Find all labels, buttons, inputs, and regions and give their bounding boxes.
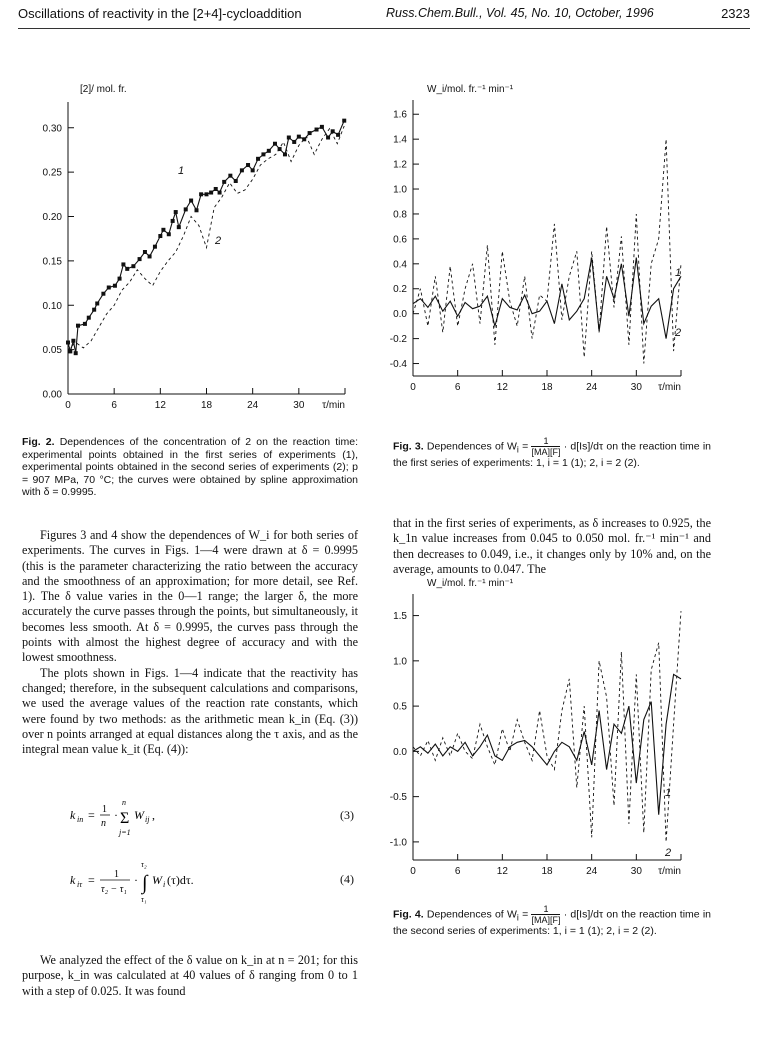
series-1-point xyxy=(342,119,346,123)
series-1-point xyxy=(153,245,157,249)
series-1-point xyxy=(158,234,162,238)
y-tick-label: 0.2 xyxy=(393,284,407,296)
svg-text:,: , xyxy=(152,808,155,822)
paragraph-3: We analyzed the effect of the δ value on k_in at n = 201; for this purpose, k_in was calculated at 40 values of δ ranging from 0 to 1 with a step of 0.025. It was found xyxy=(22,953,358,998)
y-tick-label: 0.00 xyxy=(42,389,62,401)
x-tick-label: 18 xyxy=(541,382,553,393)
svg-text:i: i xyxy=(163,880,166,889)
series-1-point xyxy=(68,349,72,353)
x-tick-label: 24 xyxy=(247,400,259,411)
series-1-point xyxy=(308,131,312,135)
figure-4-plot xyxy=(383,580,713,898)
y-tick-label: 1.5 xyxy=(393,611,407,623)
curve-label-1: 1 xyxy=(675,267,682,279)
x-tick-label: 6 xyxy=(454,382,461,393)
y-tick-label: -0.4 xyxy=(389,359,407,371)
series-1-point xyxy=(171,219,175,223)
series-1-point xyxy=(184,207,188,211)
series-1-point xyxy=(209,191,213,195)
paragraph-2: The plots shown in Figs. 1—4 indicate that the reactivity has changed; therefore, in the subsequent calculations and comparisons, we used the average values of the reaction rate constants, which were found by two methods: as the arithmetic mean k_in (Eq. (3)) over n points arranged at equal distances along the τ axis, and as the integral mean value k_it (Eq. (4)): xyxy=(22,665,358,757)
series-1-point xyxy=(214,187,218,191)
x-tick-label: 24 xyxy=(586,382,598,393)
right-paragraph: that in the first series of experiments, as δ increases to 0.925, the k_1n value increases from 0.045 to 0.050 mol. fr.⁻¹ min⁻¹ and then decreases to 0.049, i.e., it changes only by 10% and, on the average, amounts to 0.047. The xyxy=(393,516,711,576)
y-tick-label: 0.0 xyxy=(393,309,407,321)
y-tick-label: 1.6 xyxy=(393,109,407,121)
right-column-text xyxy=(393,516,711,577)
svg-text:k: k xyxy=(70,873,76,887)
figure-3-caption-pre: Dependences of W xyxy=(426,440,517,453)
y-tick-label: 0.20 xyxy=(42,212,62,223)
series-1-point xyxy=(240,168,244,172)
series-2-line xyxy=(413,139,681,363)
series-1-point xyxy=(95,301,99,305)
y-axis-label: W_i/mol. fr.⁻¹ min⁻¹ xyxy=(427,578,514,589)
x-tick-label: 6 xyxy=(454,866,461,877)
series-1-point xyxy=(292,140,296,144)
y-tick-label: 0.6 xyxy=(393,234,407,246)
y-tick-label: 0.5 xyxy=(393,701,407,713)
figure-3-caption-post: on the reaction time in the first series of experiments: 1, i = 1 (1); 2, i = 2 (2). xyxy=(393,440,712,469)
figure-4-caption-label: Fig. 4. xyxy=(393,908,424,921)
series-1-point xyxy=(131,264,135,268)
series-1-point xyxy=(234,179,238,183)
x-tick-label: 0 xyxy=(410,866,416,877)
series-1-point xyxy=(167,232,171,236)
figure-2-caption xyxy=(22,436,358,499)
x-tick-label: 0 xyxy=(65,400,71,411)
series-1-point xyxy=(118,277,122,281)
x-tick-label: 12 xyxy=(154,400,166,411)
series-1-point xyxy=(92,308,96,312)
equation-3-number: (3) xyxy=(340,808,354,822)
figure-4 xyxy=(383,580,713,898)
curve-label-2: 2 xyxy=(215,235,222,247)
y-tick-label: 0.05 xyxy=(42,345,62,357)
figure-3-caption: Fig. 3. Dependences of $W_i$ = $\frac{1}{[MA][F]}$ · d[Is]/dτ on the reaction time in the first series of experiments: 1, i = 1 (1); 2, i = 2 (2). xyxy=(393,436,712,469)
x-axis-label: τ/min xyxy=(658,382,681,393)
series-1-point xyxy=(315,128,319,132)
y-tick-label: 0.8 xyxy=(393,209,407,221)
figure-2-caption-label: Fig. 2. xyxy=(22,436,55,448)
x-tick-label: 24 xyxy=(586,866,598,877)
y-axis-label: [2]/ mol. fr. xyxy=(80,84,127,95)
x-tick-label: 18 xyxy=(541,866,553,877)
svg-text:·: · xyxy=(114,808,118,822)
series-1-point xyxy=(66,341,70,345)
series-1-point xyxy=(76,324,80,328)
y-tick-label: 1.2 xyxy=(393,159,407,171)
header-citation: Russ.Chem.Bull., Vol. 45, No. 10, October, 1996 xyxy=(386,6,654,20)
series-2-line xyxy=(68,126,344,350)
equation-3 xyxy=(70,797,210,843)
svg-text:(τ)dτ.: (τ)dτ. xyxy=(167,873,194,887)
y-tick-label: -1.0 xyxy=(389,837,407,849)
svg-text:1: 1 xyxy=(102,804,107,815)
svg-text:∫: ∫ xyxy=(142,872,148,894)
x-axis-label: τ/min xyxy=(322,400,345,411)
series-1-point xyxy=(273,142,277,146)
x-tick-label: 18 xyxy=(200,400,213,411)
series-1-point xyxy=(261,152,265,156)
running-header xyxy=(18,4,750,29)
series-1-point xyxy=(336,133,340,137)
y-tick-label: -0.5 xyxy=(389,792,407,804)
x-tick-label: 30 xyxy=(630,382,642,393)
series-1-point xyxy=(74,351,78,355)
series-1-point xyxy=(87,316,91,320)
page-number: 2323 xyxy=(721,6,750,21)
series-1-point xyxy=(107,286,111,290)
y-tick-label: 0.15 xyxy=(42,256,62,268)
series-1-point xyxy=(267,149,271,153)
svg-text:W: W xyxy=(152,873,162,887)
svg-text:k: k xyxy=(70,808,76,822)
svg-text:1: 1 xyxy=(114,869,119,880)
series-1-point xyxy=(287,136,291,140)
y-tick-label: 0.0 xyxy=(393,746,407,758)
svg-text:=: = xyxy=(88,873,95,887)
series-1-point xyxy=(222,180,226,184)
series-1-point xyxy=(125,267,129,271)
series-1-point xyxy=(246,163,250,167)
figure-2-plot xyxy=(10,82,355,422)
svg-text:in: in xyxy=(77,815,84,824)
y-tick-label: 0.10 xyxy=(42,300,62,312)
curve-label-2: 2 xyxy=(665,847,672,859)
y-tick-label: 1.0 xyxy=(393,184,407,196)
svg-text:τ₂ − τ₁: τ₂ − τ₁ xyxy=(101,884,127,895)
series-1-point xyxy=(205,192,209,196)
series-1-point xyxy=(297,135,301,139)
y-axis-label: W_i/mol. fr.⁻¹ min⁻¹ xyxy=(427,84,514,95)
svg-text:W: W xyxy=(134,808,144,822)
svg-text:τ₁: τ₁ xyxy=(141,895,147,904)
series-1-point xyxy=(101,292,105,296)
x-tick-label: 6 xyxy=(111,400,117,411)
series-1-point xyxy=(148,254,152,258)
curve-label-1: 1 xyxy=(178,165,185,177)
series-1-point xyxy=(326,136,330,140)
left-column-text xyxy=(22,528,358,757)
figure-4-caption: Fig. 4. Dependences of $W_i$ = $\frac{1}{[MA][F]}$ · d[Is]/dτ on the reaction time in the second series of experiments: 1, i = 1 (1); 2, i = 2 (2). xyxy=(393,904,712,937)
svg-text:Σ: Σ xyxy=(120,810,130,827)
svg-text:τ₂: τ₂ xyxy=(141,860,147,869)
svg-text:n: n xyxy=(122,798,126,807)
figure-4-caption-post: on the reaction time in the second series of experiments: 1, i = 1 (1); 2, i = 2 (2). xyxy=(393,908,712,937)
paragraph-1: Figures 3 and 4 show the dependences of W_i for both series of experiments. The curves in Figs. 1—4 were drawn at δ = 0.9995 (this is the parameter characterizing the ratio between the accuracy and the smoothness of an approximation; for more detail, see Ref. 1). The δ value varies in the 0—1 range; the larger δ, the more accurately the curve passes through the points, but simultaneously, it becomes less smooth. At δ = 0.9995, the curves pass through the points with almost the highest degree of accuracy and with the lowest smoothness. xyxy=(22,528,358,665)
series-1-point xyxy=(113,284,117,288)
series-1-point xyxy=(71,339,75,343)
x-tick-label: 0 xyxy=(410,382,416,393)
series-1-point xyxy=(228,174,232,178)
svg-text:·: · xyxy=(134,873,138,887)
y-tick-label: 1.0 xyxy=(393,656,407,668)
series-1-point xyxy=(218,191,222,195)
svg-text:ij: ij xyxy=(145,815,150,824)
series-1-point xyxy=(121,262,125,266)
series-1-point xyxy=(174,210,178,214)
series-1-point xyxy=(251,168,255,172)
svg-text:j=1: j=1 xyxy=(119,828,131,837)
y-tick-label: 0.4 xyxy=(393,259,407,271)
series-1-line xyxy=(413,674,681,814)
x-tick-label: 12 xyxy=(496,866,508,877)
y-tick-label: 0.30 xyxy=(42,123,62,135)
curve-label-1: 1 xyxy=(665,787,672,799)
series-1-point xyxy=(283,152,287,156)
figure-2 xyxy=(10,82,355,422)
y-tick-label: 0.25 xyxy=(42,167,62,179)
series-1-point xyxy=(194,208,198,212)
series-2-line xyxy=(413,611,681,842)
svg-text:=: = xyxy=(88,808,95,822)
svg-text:n: n xyxy=(101,818,106,829)
series-1-point xyxy=(189,199,193,203)
series-1-point xyxy=(199,192,203,196)
x-axis-label: τ/min xyxy=(658,866,681,877)
x-tick-label: 12 xyxy=(496,382,508,393)
series-1-point xyxy=(138,257,142,261)
equation-4 xyxy=(70,858,230,908)
figure-2-caption-text: Dependences of the concentration of 2 on the reaction time: experimental points obtained in the first series of experiments (1), experimental points obtained in the second series of experiments (2); p = 907 MPa, 70 °C; the curves were obtained by spline approximation with δ = 0.9995. xyxy=(22,436,358,498)
equation-4-number: (4) xyxy=(340,872,354,886)
series-1-point xyxy=(177,225,181,229)
series-1-point xyxy=(143,250,147,254)
x-tick-label: 30 xyxy=(630,866,642,877)
series-1-line xyxy=(68,121,344,354)
x-tick-label: 30 xyxy=(293,400,305,411)
y-tick-label: 1.4 xyxy=(393,134,407,146)
svg-text:iτ: iτ xyxy=(77,880,83,889)
y-tick-label: -0.2 xyxy=(389,334,407,346)
figure-3-caption-label: Fig. 3. xyxy=(393,440,424,453)
header-title: Oscillations of reactivity in the [2+4]-cycloaddition xyxy=(18,6,302,21)
figure-3-plot xyxy=(383,86,713,418)
series-1-point xyxy=(256,157,260,161)
series-1-point xyxy=(83,322,87,326)
series-1-point xyxy=(161,228,165,232)
series-1-point xyxy=(320,125,324,129)
figure-3 xyxy=(383,86,713,418)
figure-4-caption-pre: Dependences of W xyxy=(426,908,517,921)
curve-label-2: 2 xyxy=(675,327,682,339)
left-column-text-bottom xyxy=(22,953,358,999)
